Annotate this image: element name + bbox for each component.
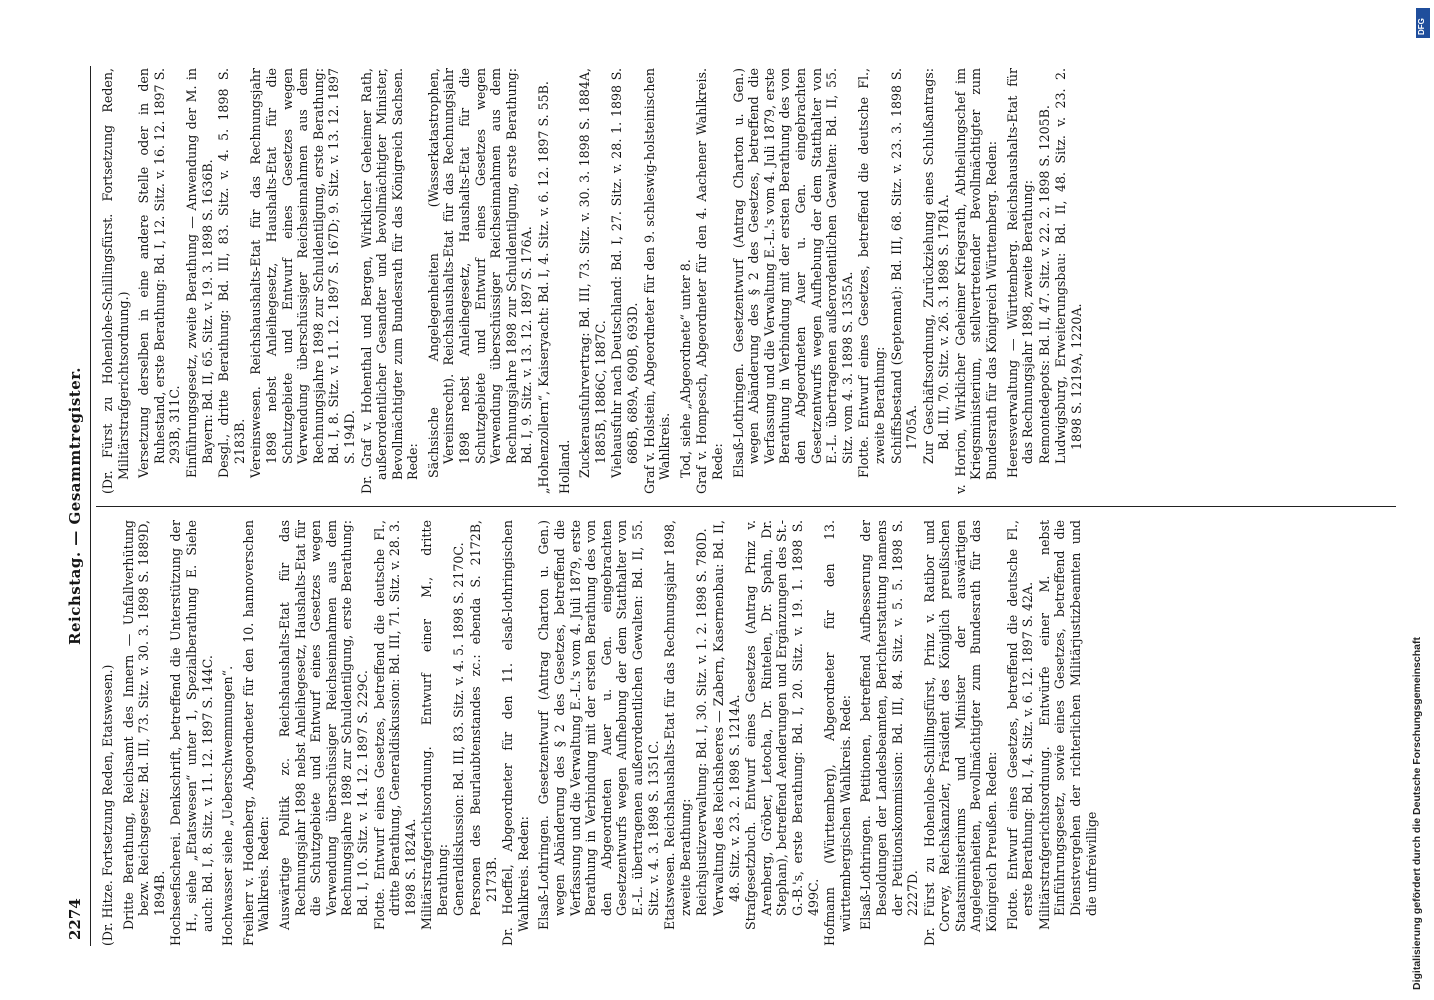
page-header bbox=[66, 66, 91, 946]
index-entry: Ludwigsburg, Erweiterungsbau: Bd. II, 48. Sitz. v. 23. 2. 1898 S. 1219A, 1220A. bbox=[1053, 68, 1085, 464]
index-entry: Dr. Graf v. Hohenthal und Bergen, Wirklicher Geheimer Rath, außerordentlicher Gesandter und bevollmächtigter Minister, Bevollmächtigter zum Bundesrath für das Königreich Sachsen. Rede: bbox=[358, 68, 421, 494]
index-entry: Personen des Beurlaubtenstandes zc.: ebenda S. 2172B, 2173B. bbox=[468, 520, 499, 916]
index-entry: Auswärtige Politik zc. Reichshaushalts-Etat für das Rechnungsjahr 1898 nebst Anleihegesetz, Haushalts-Etat für die Schutzgebiete und Entwurf eines Gesetzes wegen Verwendung überschüssiger Reichseinnahmen aus dem Rechnungsjahre 1898 zur Schuldentilgung, erste Berathung: Bd. I, 10. Sitz. v. 14. 12. 1897 S. 229C. bbox=[276, 520, 370, 930]
index-entry: Zur Geschäftsordnung, Zurückziehung eines Schlußantrags: Bd. III, 70. Sitz. v. 26. 3. 1898 S. 1781A. bbox=[920, 68, 952, 464]
index-entry: (Dr. Hitze. Fortsetzung Reden, Etatswesen.) bbox=[100, 664, 115, 946]
right-column bbox=[100, 68, 1400, 494]
index-entry: Einführungsgesetz, zweite Berathung — Anwendung der M. in Bayern: Bd. II, 65. Sitz. v. 19. 3. 1898 S. 1636B. bbox=[183, 68, 215, 478]
dfg-logo bbox=[1416, 8, 1430, 38]
index-entry: Strafgesetzbuch. Entwurf eines Gesetzes (Antrag Prinz v. Arenberg, Gröber, Letocha, Dr. Rintelen, Dr. Spahn, Dr. Stephan), betreffend Aenderungen und Ergänzungen des St.-G.-B.'s, erste Berathung: Bd. I, 20. Sitz. v. 19. 1. 1898 S. 499C. bbox=[743, 520, 821, 930]
index-entry: Militärstrafgerichtsordnung. Entwürfe einer M. nebst Einführungsgesetz, sowie eines Gesetzes, betreffend die Dienstvergehen der richterlichen Militärjustizbeamten und die unfreiwillige bbox=[1036, 520, 1099, 930]
index-entry: Desgl., dritte Berathung: Bd. III, 83. Sitz. v. 4. 5. 1898 S. 2183B. bbox=[216, 68, 247, 478]
left-column bbox=[100, 520, 1400, 946]
page-title: Reichstag. — Gesammtregister. bbox=[66, 367, 84, 645]
index-entry: Reichsjustizverwaltung: Bd. I, 30. Sitz. v. 1. 2. 1898 S. 780D. bbox=[694, 528, 710, 916]
index-entry: Verwaltung des Reichsheeres — Zabern, Kasernenbau: Bd. II, 48. Sitz. v. 23. 2. 1898 S. 1214A. bbox=[710, 520, 742, 916]
index-entry: Hochseefischerei. Denkschrift, betreffend die Unterstützung der H., siehe „Etatswesen“ unter 1, Spezialberathung E. Siehe auch: Bd. I, 8. Sitz. v. 11. 12. 1897 S. 144C. bbox=[168, 520, 215, 946]
digitization-note: Digitalisierung gefördert durch die Deutsche Forschungsgemeinschaft bbox=[1411, 637, 1423, 990]
index-entry: Versetzung derselben in eine andere Stelle oder in den Ruhestand, erste Berathung: Bd. I, 12. Sitz. v. 16. 12. 1897 S. 293B, 311C. bbox=[136, 68, 183, 478]
index-entry: Vereinswesen. Reichshaushalts-Etat für das Rechnungsjahr 1898 nebst Anleihegesetz, Haushalts-Etat für die Schutzgebiete und Entwurf eines Gesetzes wegen Verwendung überschüssiger Reichseinnahmen aus dem Rechnungsjahre 1898 zur Schuldentilgung, erste Berathung: Bd. I, 8. Sitz. v. 11. 12. 1897 S. 167D; 9. Sitz. v. 13. 12. 1897 S. 194D. bbox=[248, 68, 357, 478]
index-entry: Flotte. Entwurf eines Gesetzes, betreffend die deutsche Fl., dritte Berathung, Generaldiskussion: Bd. III, 71. Sitz. v. 28. 3. 1898 S. 1824A. bbox=[371, 520, 418, 930]
index-entry: Graf v. Holstein, Abgeordneter für den 9. schleswig-holsteinischen Wahlkreis. bbox=[641, 68, 673, 494]
index-entry: Dr. Hoeffel, Abgeordneter für den 11. elsaß-lothringischen Wahlkreis. Reden: bbox=[500, 520, 531, 946]
index-entry: Holland. bbox=[556, 439, 572, 494]
index-entry: Elsaß-Lothringen. Gesetzentwurf (Antrag Charton u. Gen.) wegen Abänderung des § 2 des Gesetzes, betreffend die Verfassung und die Verwaltung E.-L.'s vom 4. Juli 1879, erste Berathung in Verbindung mit der ersten Berathung des von den Abgeordneten Auer u. Gen. eingebrachten Gesetzentwurfs wegen Aufhebung der dem Statthalter von E.-L. übertragenen außerordentlichen Gewalten: Bd. II, 55. Sitz. v. 4. 3. 1898 S. 1351C. bbox=[536, 520, 661, 930]
index-entry: Flotte. Entwurf eines Gesetzes, betreffend die deutsche Fl., zweite Berathung: bbox=[856, 68, 887, 478]
index-entry: Sächsische Angelegenheiten (Wasserkatastrophen, Vereinsrecht). Reichshaushalts-Etat für das Rechnungsjahr 1898 nebst Anleihegesetz, Haushalts-Etat für die Schutzgebiete und Entwurf eines Gesetzes wegen Verwendung überschüssiger Reichseinnahmen aus dem Rechnungsjahre 1898 zur Schuldentilgung, erste Berathung: Bd. I, 9. Sitz. v. 13. 12. 1897 S. 176A. bbox=[425, 68, 535, 478]
index-entry: Heeresverwaltung — Württemberg. Reichshaushalts-Etat für das Rechnungsjahr 1898, zweite Berathung: bbox=[1004, 68, 1036, 478]
rotated-page bbox=[66, 66, 1406, 946]
index-entry: Militärstrafgerichtsordnung. Entwurf einer M., dritte Berathung: bbox=[419, 520, 450, 930]
index-entry: Elsaß-Lothringen. Gesetzentwurf (Antrag Charton u. Gen.) wegen Abänderung des § 2 des Gesetzes, betreffend die Verfassung und die Verwaltung E.-L.'s vom 4. Juli 1879, erste Berathung in Verbindung mit der ersten Berathung des von den Abgeordneten Auer u. Gen. eingebrachten Gesetzentwurfs wegen Aufhebung der dem Statthalter von E.-L. übertragenen außerordentlichen Gewalten: Bd. II, 55. Sitz. vom 4. 3. 1898 S. 1355A. bbox=[730, 68, 855, 478]
index-entry: Tod, siehe „Abgeordnete“ unter 8. bbox=[677, 259, 693, 478]
index-entry: Schiffsbestand (Septennat): Bd. III, 68. Sitz. v. 23. 3. 1898 S. 1705A. bbox=[888, 68, 920, 464]
index-entry: v. Horion, Wirklicher Geheimer Kriegsrath, Abtheilungschef im Kriegsministerium, stellvertretender Bevollmächtigter zum Bundesrath für das Königreich Württemberg. Reden: bbox=[952, 68, 1000, 494]
index-entry: Elsaß-Lothringen. Petitionen, betreffend Aufbesserung der Besoldungen der Landesbeamten, Berichterstattung namens der Petitionskommission: Bd. III, 84. Sitz. v. 5. 5. 1898 S. 2227D. bbox=[858, 520, 921, 930]
column-divider bbox=[96, 506, 1396, 507]
index-entry: Hofmann (Württemberg), Abgeordneter für den 13. württembergischen Wahlkreis. Rede: bbox=[822, 520, 853, 946]
index-entry: Etatswesen. Reichshaushalts-Etat für das Rechnungsjahr 1898, zweite Berathung: bbox=[662, 520, 693, 930]
index-entry: Freiherr v. Hodenberg, Abgeordneter für den 10. hannoverschen Wahlkreis. Reden: bbox=[240, 520, 272, 946]
index-entry: Dr. Fürst zu Hohenlohe-Schillingsfürst, Prinz v. Ratibor und Corvey, Reichskanzler, Präsident des Königlich preußischen Staatsministeriums und Minister der auswärtigen Angelegenheiten, Bevollmächtigter zum Bundesrath für das Königreich Preußen. Reden: bbox=[921, 520, 1000, 946]
index-entry: Graf v. Hompesch, Abgeordneter für den 4. Aachener Wahlkreis. Rede: bbox=[694, 68, 725, 494]
index-entry: Hochwasser siehe „Ueberschwemmungen“. bbox=[220, 665, 236, 946]
index-entry: Generaldiskussion: Bd. III, 83. Sitz. v. 4. 5. 1898 S. 2170C. bbox=[451, 542, 467, 916]
page-number: 2274 bbox=[66, 898, 84, 940]
index-entry: Flotte. Entwurf eines Gesetzes, betreffend die deutsche Fl., erste Berathung: Bd. I, 4. Sitz. v. 6. 12. 1897 S. 42A. bbox=[1004, 520, 1036, 930]
index-entry: Remontedepots: Bd. II, 47. Sitz. v. 22. 2. 1898 S. 1205B. bbox=[1036, 105, 1052, 464]
index-entry: „Hohenzollern“, Kaiseryacht: Bd. I, 4. Sitz. v. 6. 12. 1897 S. 55B. bbox=[536, 81, 552, 494]
index-entry: (Dr. Fürst zu Hohenlohe-Schillingsfürst. Fortsetzung Reden, Militärstrafgerichtsordnung.) bbox=[100, 68, 131, 494]
index-entry: Zuckerausfuhrvertrag: Bd. III, 73. Sitz. v. 30. 3. 1898 S. 1884A, 1885B, 1886C, 1887C. bbox=[577, 68, 608, 478]
dfg-logo-text: DFG bbox=[1417, 18, 1426, 35]
index-entry: Viehausfuhr nach Deutschland: Bd. I, 27. Sitz. v. 28. 1. 1898 S. 686B, 689A, 690B, 693D. bbox=[609, 68, 640, 478]
index-entry: Dritte Berathung, Reichsamt des Innern — Unfallverhütung bezw. Reichsgesetz: Bd. III, 73. Sitz. v. 30. 3. 1898 S. 1889D, 1894B. bbox=[120, 520, 167, 930]
